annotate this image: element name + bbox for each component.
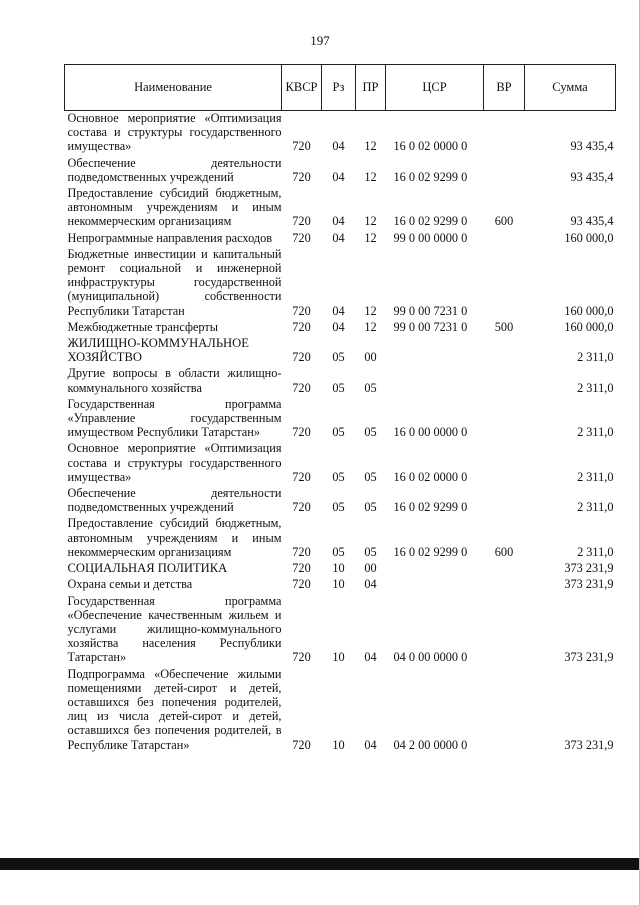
cell-pr: 12 [364,303,377,318]
table-row [65,441,616,486]
cell-pr: 12 [364,139,377,154]
cell-kvsr: 720 [292,469,311,484]
cell-name: Основное мероприятие «Оптимизация состава и структуры государственного имущества» [67,111,282,154]
cell-name: Подпрограмма «Обеспечение жилыми помещениями детей-сирот и детей, оставшихся без попечения родителей, лиц из числа детей-сирот и детей, оставшихся без попечения родителей, в Республике Татарстан» [67,666,282,752]
table-row [65,516,616,561]
cell-kvsr: 720 [292,380,311,395]
cell-name: Межбюджетные трансферты [67,319,219,334]
cell-kvsr: 720 [292,500,311,515]
cell-name: СОЦИАЛЬНАЯ ПОЛИТИКА [67,561,228,576]
cell-csr: 04 2 00 0000 0 [393,737,468,752]
cell-pr: 05 [364,380,377,395]
cell-pr: 05 [364,469,377,484]
table-row [65,247,616,320]
cell-rz: 04 [332,303,345,318]
cell-vr [484,441,525,486]
cell-kvsr: 720 [292,561,311,576]
cell-rz: 10 [332,577,345,592]
cell-pr: 05 [364,544,377,559]
header-vr: ВР [484,65,525,111]
cell-rz: 05 [332,500,345,515]
cell-vr [484,156,525,186]
table-row [65,577,616,593]
cell-vr [484,247,525,320]
cell-name: Основное мероприятие «Оптимизация состава и структуры государственного имущества» [67,441,282,484]
cell-sum: 373 231,9 [564,737,614,752]
cell-sum: 2 311,0 [577,544,614,559]
table-row [65,111,616,156]
bottom-scan-bar [0,858,640,870]
cell-vr [484,577,525,593]
header-kvsr: КВСР [282,65,322,111]
table-row [65,397,616,442]
table-row [65,667,616,754]
cell-vr [484,111,525,156]
cell-csr: 16 0 02 0000 0 [393,139,468,154]
cell-csr: 16 0 00 0000 0 [393,425,468,440]
table-body [65,111,616,754]
cell-pr: 00 [364,350,377,365]
cell-sum: 2 311,0 [577,350,614,365]
cell-name: Бюджетные инвестиции и капитальный ремонт социальной и инженерной инфраструктуры государственной (муниципальной) собственности Республики Татарстан [67,246,282,318]
budget-table [64,64,616,754]
cell-name: Государственная программа «Управление государственным имуществом Республики Татарстан» [67,396,282,440]
cell-sum: 2 311,0 [577,469,614,484]
table-row [65,486,616,516]
cell-kvsr: 720 [292,169,311,184]
cell-pr: 12 [364,319,377,334]
cell-csr: 16 0 02 9299 0 [393,544,468,559]
table-row [65,231,616,247]
cell-csr: 16 0 02 9299 0 [393,214,468,229]
table-row [65,366,616,396]
cell-rz: 05 [332,350,345,365]
cell-csr [386,336,484,366]
cell-pr: 00 [364,561,377,576]
cell-rz: 05 [332,425,345,440]
cell-name: Государственная программа «Обеспечение качественным жильем и услугами жилищно-коммунального хозяйства населения Республики Татарстан» [67,593,282,665]
header-sum: Сумма [525,65,616,111]
cell-csr: 16 0 02 9299 0 [393,500,468,515]
table-row [65,186,616,231]
cell-vr [484,366,525,396]
cell-rz: 05 [332,380,345,395]
cell-rz: 04 [332,230,345,245]
header-rz: Рз [322,65,356,111]
cell-sum: 160 000,0 [564,319,614,334]
cell-kvsr: 720 [292,303,311,318]
cell-vr: 500 [494,319,514,334]
cell-kvsr: 720 [292,350,311,365]
cell-pr: 04 [364,650,377,665]
cell-sum: 373 231,9 [564,577,614,592]
table-row [65,156,616,186]
cell-name: Обеспечение деятельности подведомственных учреждений [67,155,282,184]
cell-sum: 2 311,0 [577,425,614,440]
table-row [65,594,616,667]
cell-csr: 16 0 02 0000 0 [393,469,468,484]
cell-rz: 05 [332,469,345,484]
cell-sum: 373 231,9 [564,650,614,665]
cell-name: Непрограммные направления расходов [67,230,273,245]
table-row [65,336,616,366]
cell-kvsr: 720 [292,230,311,245]
cell-vr: 600 [494,544,514,559]
cell-sum: 93 435,4 [570,214,614,229]
cell-sum: 160 000,0 [564,303,614,318]
header-csr: ЦСР [386,65,484,111]
cell-csr: 99 0 00 7231 0 [393,319,468,334]
cell-kvsr: 720 [292,544,311,559]
cell-pr: 04 [364,577,377,592]
table-header [65,65,616,111]
cell-sum: 93 435,4 [570,169,614,184]
cell-pr: 05 [364,500,377,515]
cell-csr: 04 0 00 0000 0 [393,650,468,665]
cell-pr: 04 [364,737,377,752]
cell-rz: 10 [332,561,345,576]
cell-csr [386,577,484,593]
cell-sum: 2 311,0 [577,380,614,395]
cell-name: Охрана семьи и детства [67,577,193,592]
cell-vr [484,561,525,577]
cell-rz: 04 [332,319,345,334]
cell-kvsr: 720 [292,319,311,334]
cell-kvsr: 720 [292,214,311,229]
cell-csr [386,366,484,396]
cell-vr [484,397,525,442]
cell-pr: 12 [364,169,377,184]
cell-sum: 93 435,4 [570,139,614,154]
cell-kvsr: 720 [292,425,311,440]
cell-sum: 160 000,0 [564,230,614,245]
cell-vr [484,667,525,754]
cell-pr: 12 [364,214,377,229]
cell-kvsr: 720 [292,737,311,752]
page-number: 197 [310,33,330,48]
table-row [65,320,616,336]
cell-rz: 04 [332,139,345,154]
cell-name: ЖИЛИЩНО-КОММУНАЛЬНОЕ ХОЗЯЙСТВО [67,336,249,365]
cell-name: Предоставление субсидий бюджетным, автономным учреждениям и иным некоммерческим организациям [67,186,282,229]
cell-kvsr: 720 [292,650,311,665]
cell-sum: 2 311,0 [577,500,614,515]
cell-pr: 05 [364,425,377,440]
cell-vr [484,231,525,247]
cell-name: Другие вопросы в области жилищно-коммунального хозяйства [67,366,282,395]
cell-kvsr: 720 [292,577,311,592]
cell-name: Обеспечение деятельности подведомственных учреждений [67,486,282,515]
cell-csr: 16 0 02 9299 0 [393,169,468,184]
cell-pr: 12 [364,230,377,245]
cell-csr: 99 0 00 7231 0 [393,303,468,318]
cell-vr [484,336,525,366]
cell-vr [484,486,525,516]
cell-csr: 99 0 00 0000 0 [393,230,468,245]
cell-vr: 600 [494,214,514,229]
cell-rz: 04 [332,169,345,184]
cell-name: Предоставление субсидий бюджетным, автономным учреждениям и иным некоммерческим организациям [67,516,282,559]
cell-rz: 04 [332,214,345,229]
table-row [65,561,616,577]
cell-rz: 05 [332,544,345,559]
header-name: Наименование [65,65,282,111]
cell-rz: 10 [332,650,345,665]
cell-vr [484,594,525,667]
cell-sum: 373 231,9 [564,561,614,576]
cell-csr [386,561,484,577]
header-pr: ПР [356,65,386,111]
cell-rz: 10 [332,737,345,752]
cell-kvsr: 720 [292,139,311,154]
